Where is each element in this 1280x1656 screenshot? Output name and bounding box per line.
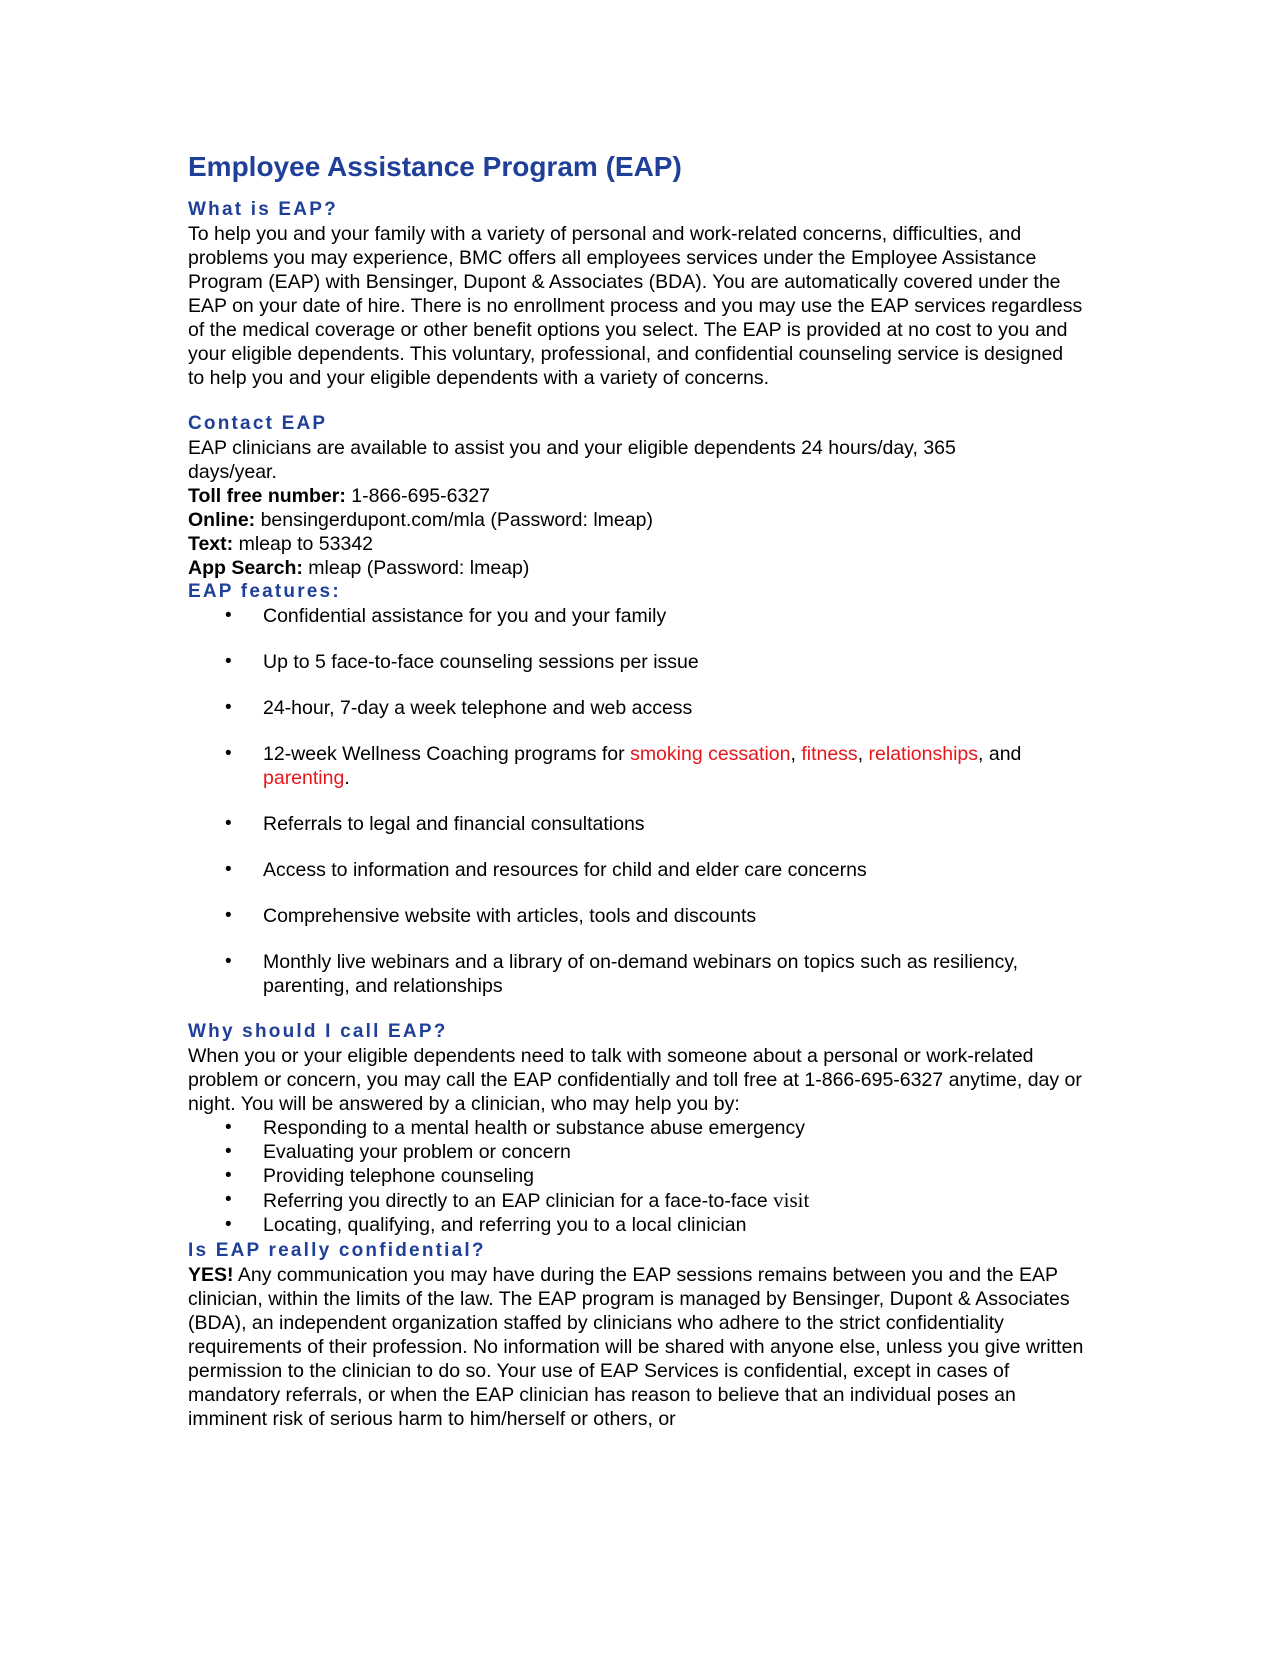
heading-why-call-eap: Why should I call EAP? <box>188 1021 448 1042</box>
heading-contact-eap: Contact EAP <box>188 413 328 434</box>
link-smoking-cessation[interactable]: smoking cessation <box>630 743 791 765</box>
list-item-coaching <box>188 742 1088 790</box>
separator: , and <box>978 743 1022 765</box>
contact-toll-free <box>188 484 1088 508</box>
separator: , <box>790 743 802 765</box>
heading-eap-features: EAP features: <box>188 581 341 602</box>
what-is-eap-paragraph: To help you and your family with a variety of personal and work-related concerns, difficulties, and problems you may experience, BMC offers all employees services under the Employee Assistance Program (EAP) with Bensinger, Dupont & Associates (BDA). You are automatically covered under the EAP on your date of hire. There is no enrollment process and you may use the EAP services regardless of the medical coverage or other benefit options you select. The EAP is provided at no cost to you and your eligible dependents. This voluntary, professional, and confidential counseling service is designed to help you and your eligible dependents with a variety of concerns. <box>188 223 1083 389</box>
app-search-label: App Search: <box>188 557 303 579</box>
text-label: Text: <box>188 533 234 555</box>
online-value: bensingerdupont.com/mla (Password: lmeap) <box>255 509 653 531</box>
contact-intro: EAP clinicians are available to assist you and your eligible dependents 24 hours/day, 365 days/year. <box>188 437 956 483</box>
list-item: • Providing telephone counseling <box>188 1164 1088 1188</box>
visit-word: visit <box>773 1188 810 1212</box>
list-item: • Referrals to legal and financial consultations <box>188 812 1088 836</box>
app-search-value: mleap (Password: lmeap) <box>302 557 530 579</box>
text-value: mleap to 53342 <box>233 533 374 555</box>
list-item: • Responding to a mental health or substance abuse emergency <box>188 1116 1088 1140</box>
confidential-paragraph <box>188 1263 1088 1431</box>
document-content <box>188 144 1088 1431</box>
list-item: • Confidential assistance for you and your family <box>188 604 1088 628</box>
list-item: • Evaluating your problem or concern <box>188 1140 1088 1164</box>
why-call-paragraph: When you or your eligible dependents need to talk with someone about a personal or work-related problem or concern, you may call the EAP confidentially and toll free at 1-866-695-6327 anytime, day or night. You will be answered by a clinician, who may help you by: <box>188 1045 1082 1115</box>
yes-emphasis: YES! <box>188 1264 234 1286</box>
heading-is-eap-confidential: Is EAP really confidential? <box>188 1240 486 1261</box>
link-parenting[interactable]: parenting <box>263 767 345 789</box>
contact-online <box>188 508 1088 532</box>
toll-free-label: Toll free number: <box>188 485 346 507</box>
clinician-help-list <box>188 1116 1088 1237</box>
list-item: • 24-hour, 7-day a week telephone and web access <box>188 696 1088 720</box>
heading-what-is-eap: What is EAP? <box>188 199 338 220</box>
list-item <box>188 1188 1088 1213</box>
link-fitness[interactable]: fitness <box>801 743 858 765</box>
separator: , <box>857 743 869 765</box>
contact-text <box>188 532 1088 556</box>
online-label: Online: <box>188 509 256 531</box>
period: . <box>344 767 350 789</box>
list-item: • Monthly live webinars and a library of on-demand webinars on topics such as resiliency, parenting, and relationships <box>188 950 1088 998</box>
coaching-text: 12-week Wellness Coaching programs for <box>263 743 631 765</box>
link-relationships[interactable]: relationships <box>868 743 979 765</box>
page-title: Employee Assistance Program (EAP) <box>188 151 682 182</box>
list-item: • Locating, qualifying, and referring you to a local clinician <box>188 1213 1088 1237</box>
confidential-body: Any communication you may have during the EAP sessions remains between you and the EAP clinician, within the limits of the law. The EAP program is managed by Bensinger, Dupont & Associates (BDA), an independent organization staffed by clinicians who adhere to the strict confidentiality requirements of their profession. No information will be shared with anyone else, unless you give written permission to the clinician to do so. Your use of EAP Services is confidential, except in cases of mandatory referrals, or when the EAP clinician has reason to believe that an individual poses an imminent risk of serious harm to him/herself or others, or <box>188 1264 1084 1430</box>
list-item: • Comprehensive website with articles, tools and discounts <box>188 904 1088 928</box>
referring-text: Referring you directly to an EAP clinician for a face-to-face <box>263 1190 774 1212</box>
toll-free-number: 1-866-695-6327 <box>345 485 491 507</box>
list-item: • Up to 5 face-to-face counseling sessions per issue <box>188 650 1088 674</box>
list-item: • Access to information and resources for child and elder care concerns <box>188 858 1088 882</box>
features-list <box>188 604 1088 998</box>
contact-app-search <box>188 556 1088 580</box>
